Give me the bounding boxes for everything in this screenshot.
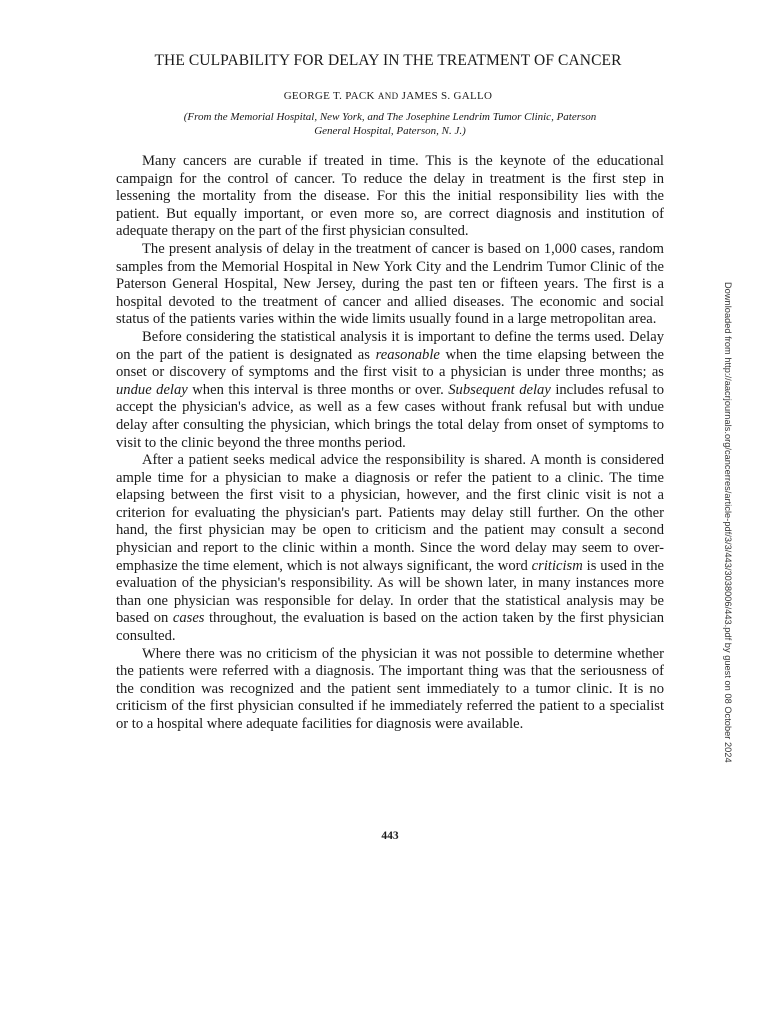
article-body <box>116 153 664 734</box>
term-reasonable: reasonable <box>375 346 440 363</box>
paragraph-3-text: Before considering the statistical analysis it is important to define the terms used. Delay on the part of the patient is designated as <box>116 328 664 363</box>
download-watermark: Downloaded from http://aacrjournals.org/cancerres/article-pdf/3/3/443/3038006/443.pdf by guest on 08 October 2024 <box>723 282 733 763</box>
term-undue-delay: undue delay <box>116 381 188 398</box>
paragraph-3-text: when the time elapsing between the onset or discovery of symptoms and the first visit to a physician is under three months; as <box>116 346 664 381</box>
term-cases: cases <box>172 610 205 627</box>
term-subsequent-delay: Subsequent delay <box>448 381 551 398</box>
article-title: THE CULPABILITY FOR DELAY IN THE TREATMENT OF CANCER <box>154 52 622 69</box>
affiliation-line-2: General Hospital, Paterson, N. J.) <box>314 125 466 137</box>
paragraph-4-text: After a patient seeks medical advice the responsibility is shared. A month is considered ample time for a physician to make a diagnosis or refer the patient to a clinic. The time elapsing between the first visit to a physician, however, and the first clinic visit is not a criterion for evaluating the physician's part. Patients may delay still further. On the other hand, the first physician may be open to criticism and the patient may consult a second physician and report to the clinic within a month. Since the word delay may seem to over-emphasize the time element, which is not always significant, the word <box>116 452 664 574</box>
author-pack: GEORGE T. PACK <box>283 90 375 102</box>
paragraph-2: The present analysis of delay in the treatment of cancer is based on 1,000 cases, random samples from the Memorial Hospital in New York City and the Lendrim Tumor Clinic of the Paterson General Hospital, New Jersey, during the past ten or fifteen years. The first is a hospital devoted to the treatment of cancer and allied diseases. The economic and social status of the patients varies within the wide limits usually found in a large metropolitan area. <box>116 240 664 328</box>
paragraph-3 <box>116 329 664 452</box>
author-connector: AND <box>377 91 399 101</box>
paragraph-1: Many cancers are curable if treated in time. This is the keynote of the educational campaign for the control of cancer. To reduce the delay in treatment is the first step in lessening the mortality from the disease. For this the initial responsibility lies with the patient. But equally important, or even more so, are correct diagnosis and institution of adequate therapy on the part of the first physician consulted. <box>116 153 664 240</box>
paragraph-4-text: throughout, the evaluation is based on the action taken by the first physician consulted. <box>116 610 664 645</box>
page-number: 443 <box>381 830 399 842</box>
term-criticism: criticism <box>531 557 583 574</box>
paragraph-3-text: when this interval is three months or over. <box>187 381 449 398</box>
paragraph-3-text: includes refusal to accept the physician's advice, as well as a few cases without frank refusal but with undue delay after consulting the physician, which brings the total delay from onset of symptoms to visit to the clinic beyond the three months period. <box>116 381 664 451</box>
author-gallo: JAMES S. GALLO <box>401 90 493 102</box>
paragraph-4 <box>116 452 664 646</box>
paragraph-4-text: is used in the evaluation of the physician's responsibility. As will be shown later, in many instances more than one physician was responsible for delay. In order that the statistical analysis may be based on <box>116 557 664 627</box>
article-authors <box>60 90 716 102</box>
article-affiliation <box>130 110 650 138</box>
paragraph-5: Where there was no criticism of the physician it was not possible to determine whether the patients were referred with a diagnosis. The important thing was that the seriousness of the condition was recognized and the patient sent immediately to a tumor clinic. It is no criticism of the first physician consulted if he immediately referred the patient to a specialist or to a hospital where adequate facilities for diagnosis were available. <box>116 645 664 732</box>
affiliation-line-1: (From the Memorial Hospital, New York, and The Josephine Lendrim Tumor Clinic, Paterson <box>183 111 597 123</box>
